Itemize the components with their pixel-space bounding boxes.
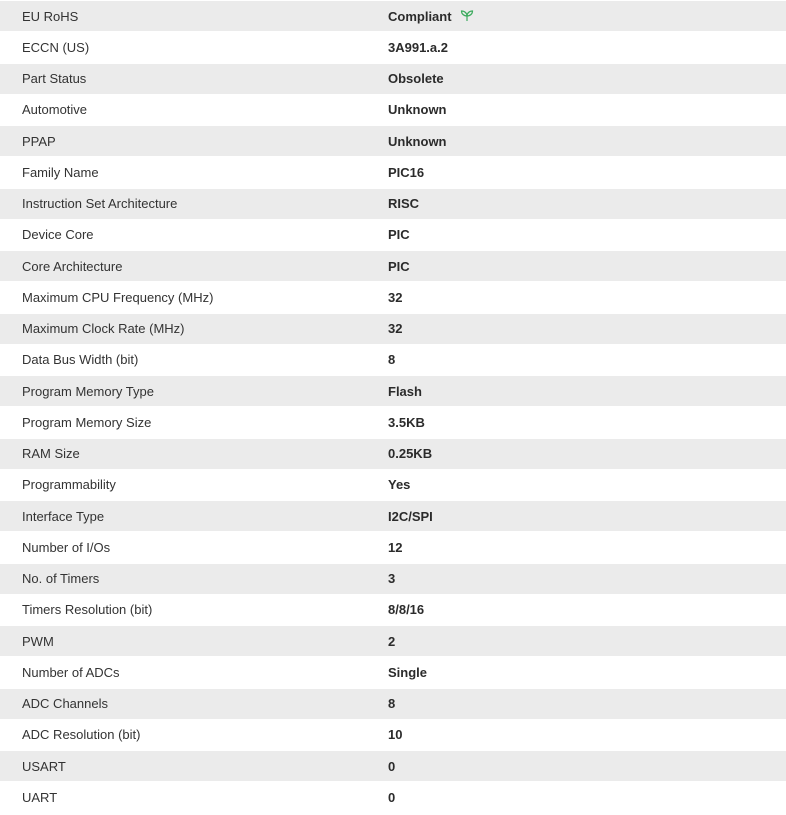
spec-row-data-bus-width — [0, 345, 786, 376]
spec-label: PPAP — [22, 133, 56, 149]
spec-label: ADC Channels — [22, 696, 108, 712]
spec-row-adc-resolution — [0, 720, 786, 751]
spec-value: 2 — [388, 633, 396, 649]
spec-value: Compliant — [388, 8, 452, 24]
spec-value: 12 — [388, 539, 403, 555]
spec-row-usart — [0, 751, 786, 782]
spec-value: Unknown — [388, 102, 447, 118]
spec-label: RAM Size — [22, 446, 80, 462]
spec-row-number-of-adcs — [0, 657, 786, 688]
spec-label: ECCN (US) — [22, 39, 90, 55]
spec-row-pwm — [0, 626, 786, 657]
spec-label: PWM — [22, 633, 54, 649]
spec-label: Program Memory Type — [22, 383, 154, 399]
spec-value: Single — [388, 664, 428, 680]
spec-row-eccn — [0, 32, 786, 63]
spec-label: No. of Timers — [22, 571, 100, 587]
spec-row-adc-channels — [0, 689, 786, 720]
spec-value: RISC — [388, 196, 420, 212]
spec-value: 8 — [388, 696, 396, 712]
spec-row-device-core — [0, 220, 786, 251]
spec-row-program-memory-type — [0, 376, 786, 407]
spec-label: Timers Resolution (bit) — [22, 602, 153, 618]
spec-row-number-of-ios — [0, 532, 786, 563]
spec-label: Core Architecture — [22, 258, 123, 274]
spec-label: ADC Resolution (bit) — [22, 727, 141, 743]
spec-row-eu-rohs — [0, 1, 786, 32]
spec-value: PIC — [388, 227, 410, 243]
spec-row-ppap — [0, 126, 786, 157]
spec-value: 8/8/16 — [388, 602, 425, 618]
spec-label: Device Core — [22, 227, 94, 243]
spec-row-isa — [0, 189, 786, 220]
spec-row-ram-size — [0, 439, 786, 470]
spec-row-max-cpu-frequency — [0, 282, 786, 313]
spec-label: EU RoHS — [22, 8, 79, 24]
spec-label: USART — [22, 758, 66, 774]
specifications-table — [0, 1, 786, 814]
spec-value: 8 — [388, 352, 396, 368]
spec-value: 10 — [388, 727, 403, 743]
leaf-icon — [460, 10, 474, 22]
spec-label: Instruction Set Architecture — [22, 196, 178, 212]
spec-value: Yes — [388, 477, 411, 493]
spec-value: 0 — [388, 789, 396, 805]
spec-value: Obsolete — [388, 71, 444, 87]
spec-row-timers-resolution — [0, 595, 786, 626]
spec-value: Flash — [388, 383, 422, 399]
spec-row-max-clock-rate — [0, 314, 786, 345]
spec-label: Program Memory Size — [22, 414, 152, 430]
spec-value: PIC16 — [388, 164, 425, 180]
spec-value: 0 — [388, 758, 396, 774]
spec-value: 32 — [388, 289, 403, 305]
spec-row-part-status — [0, 64, 786, 95]
spec-row-interface-type — [0, 501, 786, 532]
spec-value: 3.5KB — [388, 414, 425, 430]
spec-label: Part Status — [22, 71, 87, 87]
spec-row-no-of-timers — [0, 564, 786, 595]
spec-value: I2C/SPI — [388, 508, 433, 524]
spec-label: Number of I/Os — [22, 539, 111, 555]
spec-row-uart — [0, 782, 786, 813]
spec-value: 3 — [388, 571, 396, 587]
spec-label: Interface Type — [22, 508, 105, 524]
spec-value: 32 — [388, 321, 403, 337]
spec-row-programmability — [0, 470, 786, 501]
spec-label: Data Bus Width (bit) — [22, 352, 139, 368]
spec-label: Maximum CPU Frequency (MHz) — [22, 289, 214, 305]
spec-value: 0.25KB — [388, 446, 433, 462]
spec-label: UART — [22, 789, 58, 805]
spec-label: Programmability — [22, 477, 116, 493]
spec-value: PIC — [388, 258, 410, 274]
spec-label: Maximum Clock Rate (MHz) — [22, 321, 185, 337]
spec-row-program-memory-size — [0, 407, 786, 438]
spec-value: 3A991.a.2 — [388, 39, 448, 55]
spec-row-family-name — [0, 157, 786, 188]
spec-value: Unknown — [388, 133, 447, 149]
spec-row-core-architecture — [0, 251, 786, 282]
spec-label: Family Name — [22, 164, 99, 180]
spec-label: Number of ADCs — [22, 664, 120, 680]
spec-label: Automotive — [22, 102, 88, 118]
spec-value-wrapper — [388, 9, 786, 24]
spec-row-automotive — [0, 95, 786, 126]
